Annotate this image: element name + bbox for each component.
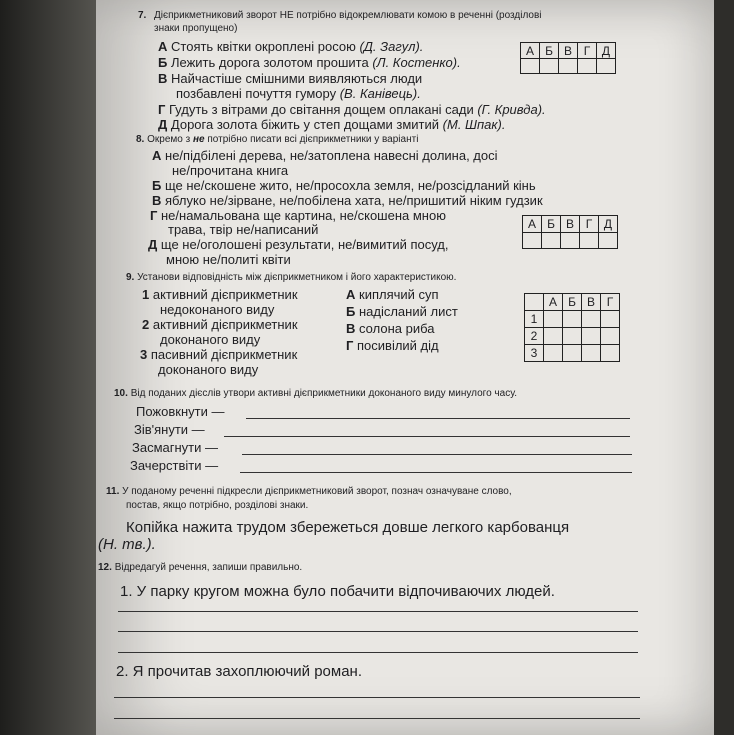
- answer-cell[interactable]: [561, 233, 580, 249]
- q8-option-d-cont: мною не/политі квіти: [166, 252, 291, 267]
- q10-answer-line-2[interactable]: [224, 436, 630, 437]
- q12-number: 12.: [98, 562, 112, 573]
- answer-cell[interactable]: [540, 59, 559, 74]
- q7-number: 7.: [138, 10, 147, 21]
- option-letter: А: [158, 39, 168, 54]
- q8-option-a: [152, 148, 498, 163]
- q9-left-3-cont: доконаного виду: [158, 362, 259, 377]
- q8-answer-grid: [522, 215, 618, 249]
- item-number: 3: [140, 347, 148, 362]
- grid-header: А: [544, 294, 563, 311]
- grid-row-header: 1: [525, 311, 544, 328]
- answer-cell[interactable]: [580, 233, 599, 249]
- option-text: Лежить дорога золотом прошита: [170, 55, 369, 70]
- answer-cell[interactable]: [521, 59, 540, 74]
- q12-answer-line-4[interactable]: [114, 697, 640, 698]
- q10-answer-line-3[interactable]: [242, 454, 632, 455]
- q12-answer-line-3[interactable]: [118, 652, 638, 653]
- option-author: (Г. Кривда).: [477, 102, 546, 117]
- q8-option-v: [152, 193, 543, 208]
- answer-cell[interactable]: [597, 59, 616, 74]
- option-letter: Г: [158, 102, 166, 117]
- q8-prompt-ne: не: [192, 134, 205, 145]
- q7-option-g: [158, 102, 546, 117]
- option-letter: Б: [152, 178, 162, 193]
- q7-prompt-line1: Дієприкметниковий зворот НЕ потрібно відокремлювати комою в реченні (розділові: [154, 10, 542, 21]
- option-letter: В: [346, 321, 356, 336]
- grid-header: Б: [563, 294, 582, 311]
- q11-source: (Н. тв.).: [98, 536, 156, 553]
- q10-verb-4: Зачерствіти —: [130, 458, 219, 473]
- grid-header: В: [559, 43, 578, 59]
- grid-header: Б: [542, 216, 561, 233]
- q7-option-d: [158, 117, 505, 132]
- q11-prompt-line2: постав, якщо потрібно, розділові знаки.: [126, 500, 309, 511]
- grid-header: А: [521, 43, 540, 59]
- q9-prompt-text: Установи відповідність між дієприкметником і його характеристикою.: [137, 272, 457, 283]
- option-letter: Г: [346, 338, 354, 353]
- option-text: киплячий суп: [359, 287, 439, 302]
- option-letter: Б: [346, 304, 356, 319]
- answer-cell[interactable]: [544, 311, 563, 328]
- option-letter: А: [346, 287, 356, 302]
- option-letter: Д: [148, 237, 158, 252]
- q7-prompt-line2: знаки пропущено): [154, 23, 238, 34]
- q10-prompt-text: Від поданих дієслів утвори активні дієприкметники доконаного виду минулого часу.: [130, 388, 517, 399]
- option-author: (В. Канівець).: [339, 86, 421, 101]
- q7-option-b: [158, 55, 461, 70]
- q11-prompt-text: У поданому реченні підкресли дієприкметниковий зворот, познач означуване слово,: [122, 486, 512, 497]
- q7-option-v: [158, 71, 422, 86]
- q7-answer-grid: [520, 42, 616, 74]
- grid-header: Д: [597, 43, 616, 59]
- option-text: Найчастіше смішними виявляються люди: [171, 71, 423, 86]
- option-text: ще не/оголошені результати, не/вимитий посуд,: [160, 237, 449, 252]
- q9-answer-grid: [524, 293, 620, 362]
- answer-cell[interactable]: [601, 345, 620, 362]
- q12-sentence-2: 2. Я прочитав захоплюючий роман.: [116, 663, 362, 680]
- grid-header: А: [523, 216, 542, 233]
- q12-prompt: [98, 562, 302, 573]
- q9-right-g: [346, 338, 439, 353]
- item-text: пасивний дієприкметник: [150, 347, 298, 362]
- left-background: [0, 0, 96, 735]
- q8-option-d: [148, 237, 448, 252]
- answer-cell[interactable]: [582, 345, 601, 362]
- answer-cell[interactable]: [559, 59, 578, 74]
- workbook-page: [96, 0, 714, 735]
- option-text: ще не/скошене жито, не/просохла земля, не/розсідланий кінь: [164, 178, 536, 193]
- q12-prompt-text: Відредагуй речення, запиши правильно.: [114, 562, 303, 573]
- q12-sentence-1: 1. У парку кругом можна було побачити відпочиваючих людей.: [120, 583, 555, 600]
- q8-option-a-cont: не/прочитана книга: [172, 163, 289, 178]
- option-text: надісланий лист: [358, 304, 458, 319]
- q9-left-2: [142, 317, 298, 332]
- q8-prompt-post: потрібно писати всі дієприкметники у варіанті: [207, 134, 419, 145]
- q8-option-g: [150, 208, 446, 223]
- q9-prompt: [126, 272, 456, 283]
- grid-header: Г: [578, 43, 597, 59]
- answer-cell[interactable]: [544, 328, 563, 345]
- q8-option-g-cont: трава, твір не/написаний: [168, 222, 319, 237]
- answer-cell[interactable]: [563, 328, 582, 345]
- answer-cell[interactable]: [542, 233, 561, 249]
- answer-cell[interactable]: [563, 311, 582, 328]
- grid-header: В: [561, 216, 580, 233]
- answer-cell[interactable]: [563, 345, 582, 362]
- q12-answer-line-1[interactable]: [118, 611, 638, 612]
- q8-prompt-pre: Окремо з: [147, 134, 191, 145]
- option-text: Стоять квітки окроплені росою: [171, 39, 356, 54]
- q11-prompt-line1: [106, 486, 512, 497]
- option-letter: В: [152, 193, 162, 208]
- q9-right-a: [346, 287, 439, 302]
- option-author: (Д. Загул).: [359, 39, 424, 54]
- q10-number: 10.: [114, 388, 128, 399]
- grid-header: Б: [540, 43, 559, 59]
- q9-number: 9.: [126, 272, 135, 283]
- answer-cell[interactable]: [523, 233, 542, 249]
- q8-option-b: [152, 178, 536, 193]
- q12-answer-line-5[interactable]: [114, 718, 640, 719]
- grid-row-header: 3: [525, 345, 544, 362]
- answer-cell[interactable]: [601, 328, 620, 345]
- option-text: Дорога золота біжить у степ дощами змитий: [170, 117, 440, 132]
- option-text: яблуко не/зірване, не/побілена хата, не/пришитий ніким гудзик: [165, 193, 543, 208]
- grid-corner: [525, 294, 544, 311]
- q9-left-1: [142, 287, 298, 302]
- q11-number: 11.: [106, 486, 120, 497]
- q10-verb-2: Зів'янути —: [134, 422, 205, 437]
- answer-cell[interactable]: [582, 311, 601, 328]
- grid-header: В: [582, 294, 601, 311]
- q9-left-3: [140, 347, 297, 362]
- option-letter: Д: [158, 117, 168, 132]
- option-letter: А: [152, 148, 162, 163]
- grid-header: Г: [580, 216, 599, 233]
- answer-cell[interactable]: [599, 233, 618, 249]
- option-author: (М. Шпак).: [442, 117, 506, 132]
- q10-answer-line-4[interactable]: [240, 472, 632, 473]
- answer-cell[interactable]: [578, 59, 597, 74]
- option-letter: Б: [158, 55, 168, 70]
- option-text: не/намальована ще картина, не/скошена мною: [161, 208, 446, 223]
- option-text: Гудуть з вітрами до світання дощем оплакані сади: [169, 102, 474, 117]
- option-text: не/підбілені дерева, не/затоплена навесні долина, досі: [165, 148, 498, 163]
- item-text: активний дієприкметник: [152, 287, 298, 302]
- q10-verb-1: Пожовкнути —: [136, 404, 225, 419]
- option-text: позбавлені почуття гумору: [176, 86, 337, 101]
- grid-header: Д: [599, 216, 618, 233]
- answer-cell[interactable]: [582, 328, 601, 345]
- q10-prompt: [114, 388, 517, 399]
- q7-option-a: [158, 39, 423, 54]
- q9-left-1-cont: недоконаного виду: [160, 302, 275, 317]
- item-number: 2: [142, 317, 150, 332]
- answer-cell[interactable]: [601, 311, 620, 328]
- q9-left-2-cont: доконаного виду: [160, 332, 261, 347]
- q11-sentence[interactable]: Копійка нажита трудом збережеться довше легкого карбованця: [126, 519, 570, 536]
- q12-answer-line-2[interactable]: [118, 631, 638, 632]
- q9-right-b: [346, 304, 458, 319]
- option-author: (Л. Костенко).: [372, 55, 461, 70]
- q9-right-v: [346, 321, 434, 336]
- grid-row-header: 2: [525, 328, 544, 345]
- item-number: 1: [142, 287, 150, 302]
- answer-cell[interactable]: [544, 345, 563, 362]
- option-text: посивілий дід: [357, 338, 439, 353]
- option-text: солона риба: [359, 321, 435, 336]
- q8-prompt: [136, 134, 418, 145]
- q8-number: 8.: [136, 134, 145, 145]
- q10-answer-line-1[interactable]: [246, 418, 630, 419]
- option-letter: Г: [150, 208, 158, 223]
- q10-verb-3: Засмагнути —: [132, 440, 218, 455]
- right-background: [714, 0, 734, 735]
- grid-header: Г: [601, 294, 620, 311]
- option-letter: В: [158, 71, 168, 86]
- item-text: активний дієприкметник: [152, 317, 298, 332]
- q7-option-v-cont: [176, 86, 421, 101]
